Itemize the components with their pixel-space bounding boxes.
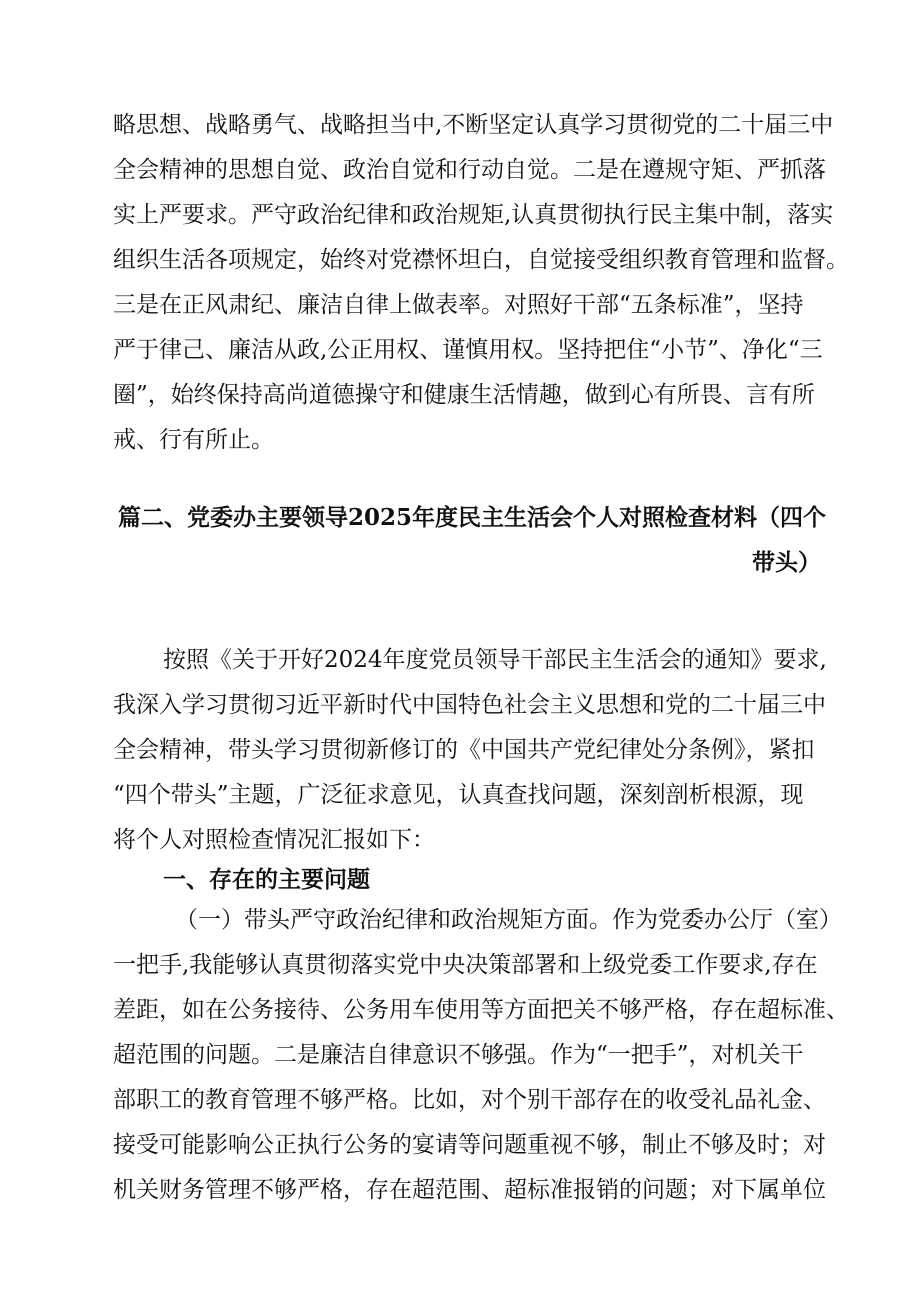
paragraph-line: “四个带头”主题，广泛征求意见，认真查找问题，深刻剖析根源，现 bbox=[113, 782, 804, 808]
paragraph-line: 戒、行有所止。 bbox=[113, 427, 274, 453]
paragraph-line: 部职工的教育管理不够严格。比如，对个别干部存在的收受礼品礼金、 bbox=[113, 1087, 826, 1113]
paragraph-line: 机关财务管理不够严格，存在超范围、超标准报销的问题；对下属单位 bbox=[113, 1177, 826, 1203]
paragraph-line: 按照《关于开好2024年度党员领导干部民主生活会的通知》要求, bbox=[163, 647, 827, 673]
paragraph-line: 略思想、战略勇气、战略担当中,不断坚定认真学习贯彻党的二十届三中 bbox=[113, 112, 834, 138]
paragraph-line: 我深入学习贯彻习近平新时代中国特色社会主义思想和党的二十届三中 bbox=[113, 692, 826, 718]
paragraph-line: 接受可能影响公正执行公务的宴请等问题重视不够，制止不够及时；对 bbox=[113, 1132, 826, 1158]
paragraph-line: 三是在正风肃纪、廉洁自律上做表率。对照好干部“五条标准”，坚持 bbox=[113, 292, 804, 318]
section-title: 篇二、党委办主要领导2025年度民主生活会个人对照检查材料（四个 bbox=[118, 504, 827, 531]
paragraph-line: 组织生活各项规定，始终对党襟怀坦白，自觉接受组织教育管理和监督。 bbox=[113, 247, 849, 273]
paragraph-line: 圈”，始终保持高尚道德操守和健康生活情趣，做到心有所畏、言有所 bbox=[113, 382, 815, 408]
paragraph-line: 实上严要求。严守政治纪律和政治规矩,认真贯彻执行民主集中制，落实 bbox=[113, 202, 834, 228]
paragraph-line: 全会精神的思想自觉、政治自觉和行动自觉。二是在遵规守矩、严抓落 bbox=[113, 157, 826, 183]
paragraph-line: 严于律己、廉洁从政,公正用权、谨慎用权。坚持把住“小节”、净化“三 bbox=[113, 337, 823, 363]
section-title-continued: 带头） bbox=[752, 549, 821, 576]
paragraph-line: 超范围的问题。二是廉洁自律意识不够强。作为“一把手”，对机关干 bbox=[113, 1042, 804, 1068]
paragraph-line: 将个人对照检查情况汇报如下： bbox=[113, 827, 435, 853]
subheading: 一、存在的主要问题 bbox=[163, 866, 370, 893]
paragraph-line: 全会精神，带头学习贯彻新修订的《中国共产党纪律处分条例》，紧扣 bbox=[113, 737, 815, 763]
paragraph-line: 差距，如在公务接待、公务用车使用等方面把关不够严格，存在超标准、 bbox=[113, 997, 849, 1023]
paragraph-line: 一把手,我能够认真贯彻落实党中央决策部署和上级党委工作要求,存在 bbox=[113, 952, 818, 978]
paragraph-line: （一）带头严守政治纪律和政治规矩方面。作为党委办公厅（室） bbox=[175, 907, 842, 933]
